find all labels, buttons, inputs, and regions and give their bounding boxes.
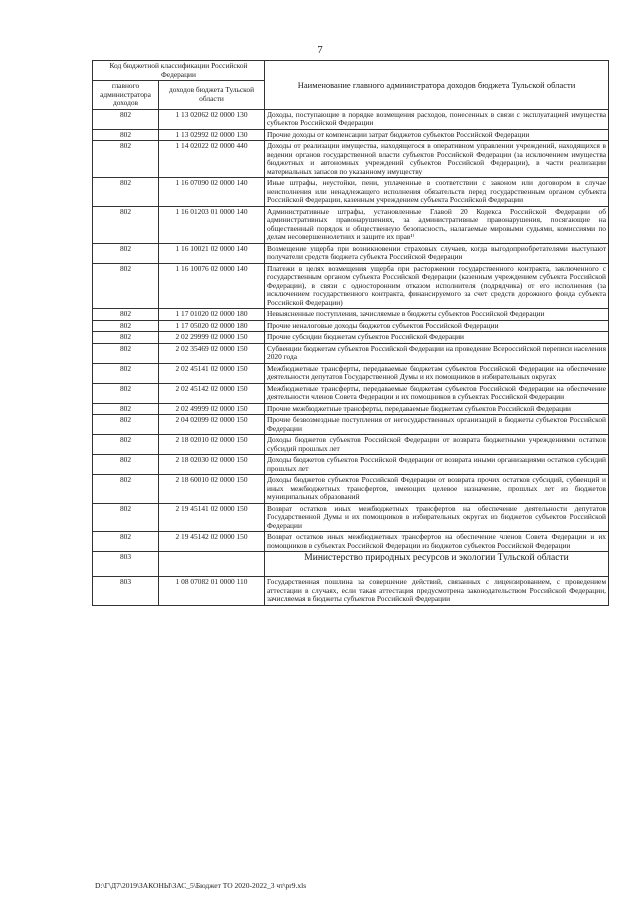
admin-code-cell: 802: [93, 383, 159, 403]
table-row: [93, 577, 609, 606]
header-admin-column: главного администратора доходов: [93, 81, 159, 110]
income-code-cell: 2 18 60010 02 0000 150: [159, 475, 265, 504]
income-code-cell: 2 04 02099 02 0000 150: [159, 415, 265, 435]
admin-code-cell: 802: [93, 532, 159, 552]
header-row-top: [93, 61, 609, 81]
income-name-cell: Министерство природных ресурсов и экологии Тульской области: [265, 552, 609, 577]
income-code-cell: 1 14 02022 02 0000 440: [159, 141, 265, 178]
income-code-cell: [159, 552, 265, 577]
income-name-cell: Доходы бюджетов субъектов Российской Федерации от возврата бюджетными учреждениями остатков субсидий прошлых лет: [265, 435, 609, 455]
admin-code-cell: 802: [93, 455, 159, 475]
income-name-cell: Доходы бюджетов субъектов Российской Федерации от возврата прочих остатков субсидий, субвенций и иных межбюджетных трансфертов, имеющих целевое назначение, прошлых лет из бюджетов муниципальных образований: [265, 475, 609, 504]
admin-code-cell: 802: [93, 109, 159, 129]
income-name-cell: Доходы от реализации имущества, находящегося в оперативном управлении учреждений, находящихся в ведении органов государственной власти субъектов Российской Федерации (за исключением имущества бюджетных и автономных учреждений субъектов Российской Федерации), в части реализации материальных запасов по указанному имуществу: [265, 141, 609, 178]
table-row: [93, 435, 609, 455]
income-name-cell: Невыясненные поступления, зачисляемые в бюджеты субъектов Российской Федерации: [265, 309, 609, 321]
admin-code-cell: 802: [93, 475, 159, 504]
table-row: [93, 109, 609, 129]
income-name-cell: Возврат остатков иных межбюджетных трансфертов на обеспечение членов Совета Федерации и их помощников в субъектах Российской Федерации из бюджетов субъектов Российской Федерации: [265, 532, 609, 552]
income-code-cell: 2 02 45141 02 0000 150: [159, 363, 265, 383]
income-name-cell: Иные штрафы, неустойки, пени, уплаченные в соответствии с законом или договором в случае неисполнения или ненадлежащего исполнения обязательств перед государственным органом субъекта Российской Федерации, казенным учреждением субъекта Российской Федерации: [265, 178, 609, 207]
table-row: [93, 141, 609, 178]
table-row: [93, 363, 609, 383]
income-name-cell: Субвенции бюджетам субъектов Российской Федерации на проведение Всероссийской переписи населения 2020 года: [265, 343, 609, 363]
income-code-cell: 1 17 01020 02 0000 180: [159, 309, 265, 321]
table-row: [93, 320, 609, 332]
income-code-cell: 2 02 45142 02 0000 150: [159, 383, 265, 403]
admin-code-cell: 803: [93, 577, 159, 606]
admin-code-cell: 802: [93, 309, 159, 321]
income-name-cell: Прочие субсидии бюджетам субъектов Российской Федерации: [265, 332, 609, 344]
budget-classification-table: [92, 60, 609, 606]
admin-code-cell: 802: [93, 141, 159, 178]
table-row: [93, 206, 609, 243]
header-income-column: доходов бюджета Тульской области: [159, 81, 265, 110]
table-row: [93, 343, 609, 363]
admin-code-cell: 802: [93, 178, 159, 207]
income-name-cell: Прочие неналоговые доходы бюджетов субъектов Российской Федерации: [265, 320, 609, 332]
income-code-cell: 1 16 10021 02 0000 140: [159, 243, 265, 263]
section-row: [93, 552, 609, 577]
income-name-cell: Государственная пошлина за совершение действий, связанных с лицензированием, с проведением аттестации в случаях, если такая аттестация предусмотрена законодательством Российской Федерации, зачисляемая в бюджеты субъектов Российской Федерации: [265, 577, 609, 606]
table-row: [93, 263, 609, 309]
table-row: [93, 178, 609, 207]
admin-code-cell: 802: [93, 320, 159, 332]
income-code-cell: 1 13 02062 02 0000 130: [159, 109, 265, 129]
table-row: [93, 415, 609, 435]
income-name-cell: Прочие доходы от компенсации затрат бюджетов субъектов Российской Федерации: [265, 129, 609, 141]
income-code-cell: 2 02 29999 02 0000 150: [159, 332, 265, 344]
admin-code-cell: 802: [93, 343, 159, 363]
header-name-column: Наименование главного администратора доходов бюджета Тульской области: [265, 61, 609, 110]
income-name-cell: Платежи в целях возмещения ущерба при расторжении государственного контракта, заключенного с государственным органом субъекта Российской Федерации (казенным учреждением субъекта Российской Федерации), в связи с односторонним отказом исполнителя (подрядчика) от его исполнения (за исключением государственного контракта, финансируемого за счет средств дорожного фонда субъекта Российской Федерации): [265, 263, 609, 309]
income-code-cell: 2 18 02010 02 0000 150: [159, 435, 265, 455]
table-row: [93, 243, 609, 263]
table-row: [93, 309, 609, 321]
income-name-cell: Межбюджетные трансферты, передаваемые бюджетам субъектов Российской Федерации на обеспечение деятельности депутатов Государственной Думы и их помощников в избирательных округах: [265, 363, 609, 383]
income-code-cell: 2 02 35469 02 0000 150: [159, 343, 265, 363]
admin-code-cell: 802: [93, 263, 159, 309]
page-number: 7: [317, 44, 323, 56]
admin-code-cell: 802: [93, 403, 159, 415]
table-row: [93, 455, 609, 475]
admin-code-cell: 803: [93, 552, 159, 577]
admin-code-cell: 802: [93, 206, 159, 243]
income-name-cell: Возмещение ущерба при возникновении страховых случаев, когда выгодоприобретателями выступают получатели средств бюджета субъекта Российской Федерации: [265, 243, 609, 263]
table-body: [93, 109, 609, 605]
income-code-cell: 2 18 02030 02 0000 150: [159, 455, 265, 475]
admin-code-cell: 802: [93, 332, 159, 344]
admin-code-cell: 802: [93, 503, 159, 532]
table-row: [93, 475, 609, 504]
income-code-cell: 1 17 05020 02 0000 180: [159, 320, 265, 332]
table-row: [93, 403, 609, 415]
admin-code-cell: 802: [93, 435, 159, 455]
income-name-cell: Административные штрафы, установленные Главой 20 Кодекса Российской Федерации об административных правонарушениях, за административные правонарушения, посягающие на общественный порядок и общественную безопасность, налагаемые мировыми судьями, комиссиями по делам несовершеннолетних и защите их прав¹⁾: [265, 206, 609, 243]
file-path-footer: D:\Г\Д7\2019\ЗАКОНЫ\ЗАС_5\Бюджет ТО 2020-2022_3 чт\pr9.xls: [95, 881, 307, 890]
table-row: [93, 503, 609, 532]
income-name-cell: Прочие безвозмездные поступления от негосударственных организаций в бюджеты субъектов Российской Федерации: [265, 415, 609, 435]
income-code-cell: 2 19 45142 02 0000 150: [159, 532, 265, 552]
admin-code-cell: 802: [93, 129, 159, 141]
admin-code-cell: 802: [93, 363, 159, 383]
income-code-cell: 1 16 10076 02 0000 140: [159, 263, 265, 309]
admin-code-cell: 802: [93, 415, 159, 435]
income-code-cell: 1 13 02992 02 0000 130: [159, 129, 265, 141]
income-name-cell: Прочие межбюджетные трансферты, передаваемые бюджетам субъектов Российской Федерации: [265, 403, 609, 415]
table-row: [93, 332, 609, 344]
income-code-cell: 1 16 07090 02 0000 140: [159, 178, 265, 207]
income-name-cell: Межбюджетные трансферты, передаваемые бюджетам субъектов Российской Федерации на обеспечение деятельности членов Совета Федерации и их помощников в субъектах Российской Федерации: [265, 383, 609, 403]
admin-code-cell: 802: [93, 243, 159, 263]
income-code-cell: 2 19 45141 02 0000 150: [159, 503, 265, 532]
income-code-cell: 2 02 49999 02 0000 150: [159, 403, 265, 415]
income-name-cell: Доходы бюджетов субъектов Российской Федерации от возврата иными организациями остатков субсидий прошлых лет: [265, 455, 609, 475]
table-row: [93, 383, 609, 403]
income-code-cell: 1 16 01203 01 0000 140: [159, 206, 265, 243]
header-code-group: Код бюджетной классификации Российской Федерации: [93, 61, 265, 81]
table-row: [93, 129, 609, 141]
income-name-cell: Возврат остатков иных межбюджетных трансфертов на обеспечение деятельности депутатов Государственной Думы и их помощников в избирательных округах из бюджетов субъектов Российской Федерации: [265, 503, 609, 532]
table-row: [93, 532, 609, 552]
income-name-cell: Доходы, поступающие в порядке возмещения расходов, понесенных в связи с эксплуатацией имущества субъектов Российской Федерации: [265, 109, 609, 129]
income-code-cell: 1 08 07082 01 0000 110: [159, 577, 265, 606]
